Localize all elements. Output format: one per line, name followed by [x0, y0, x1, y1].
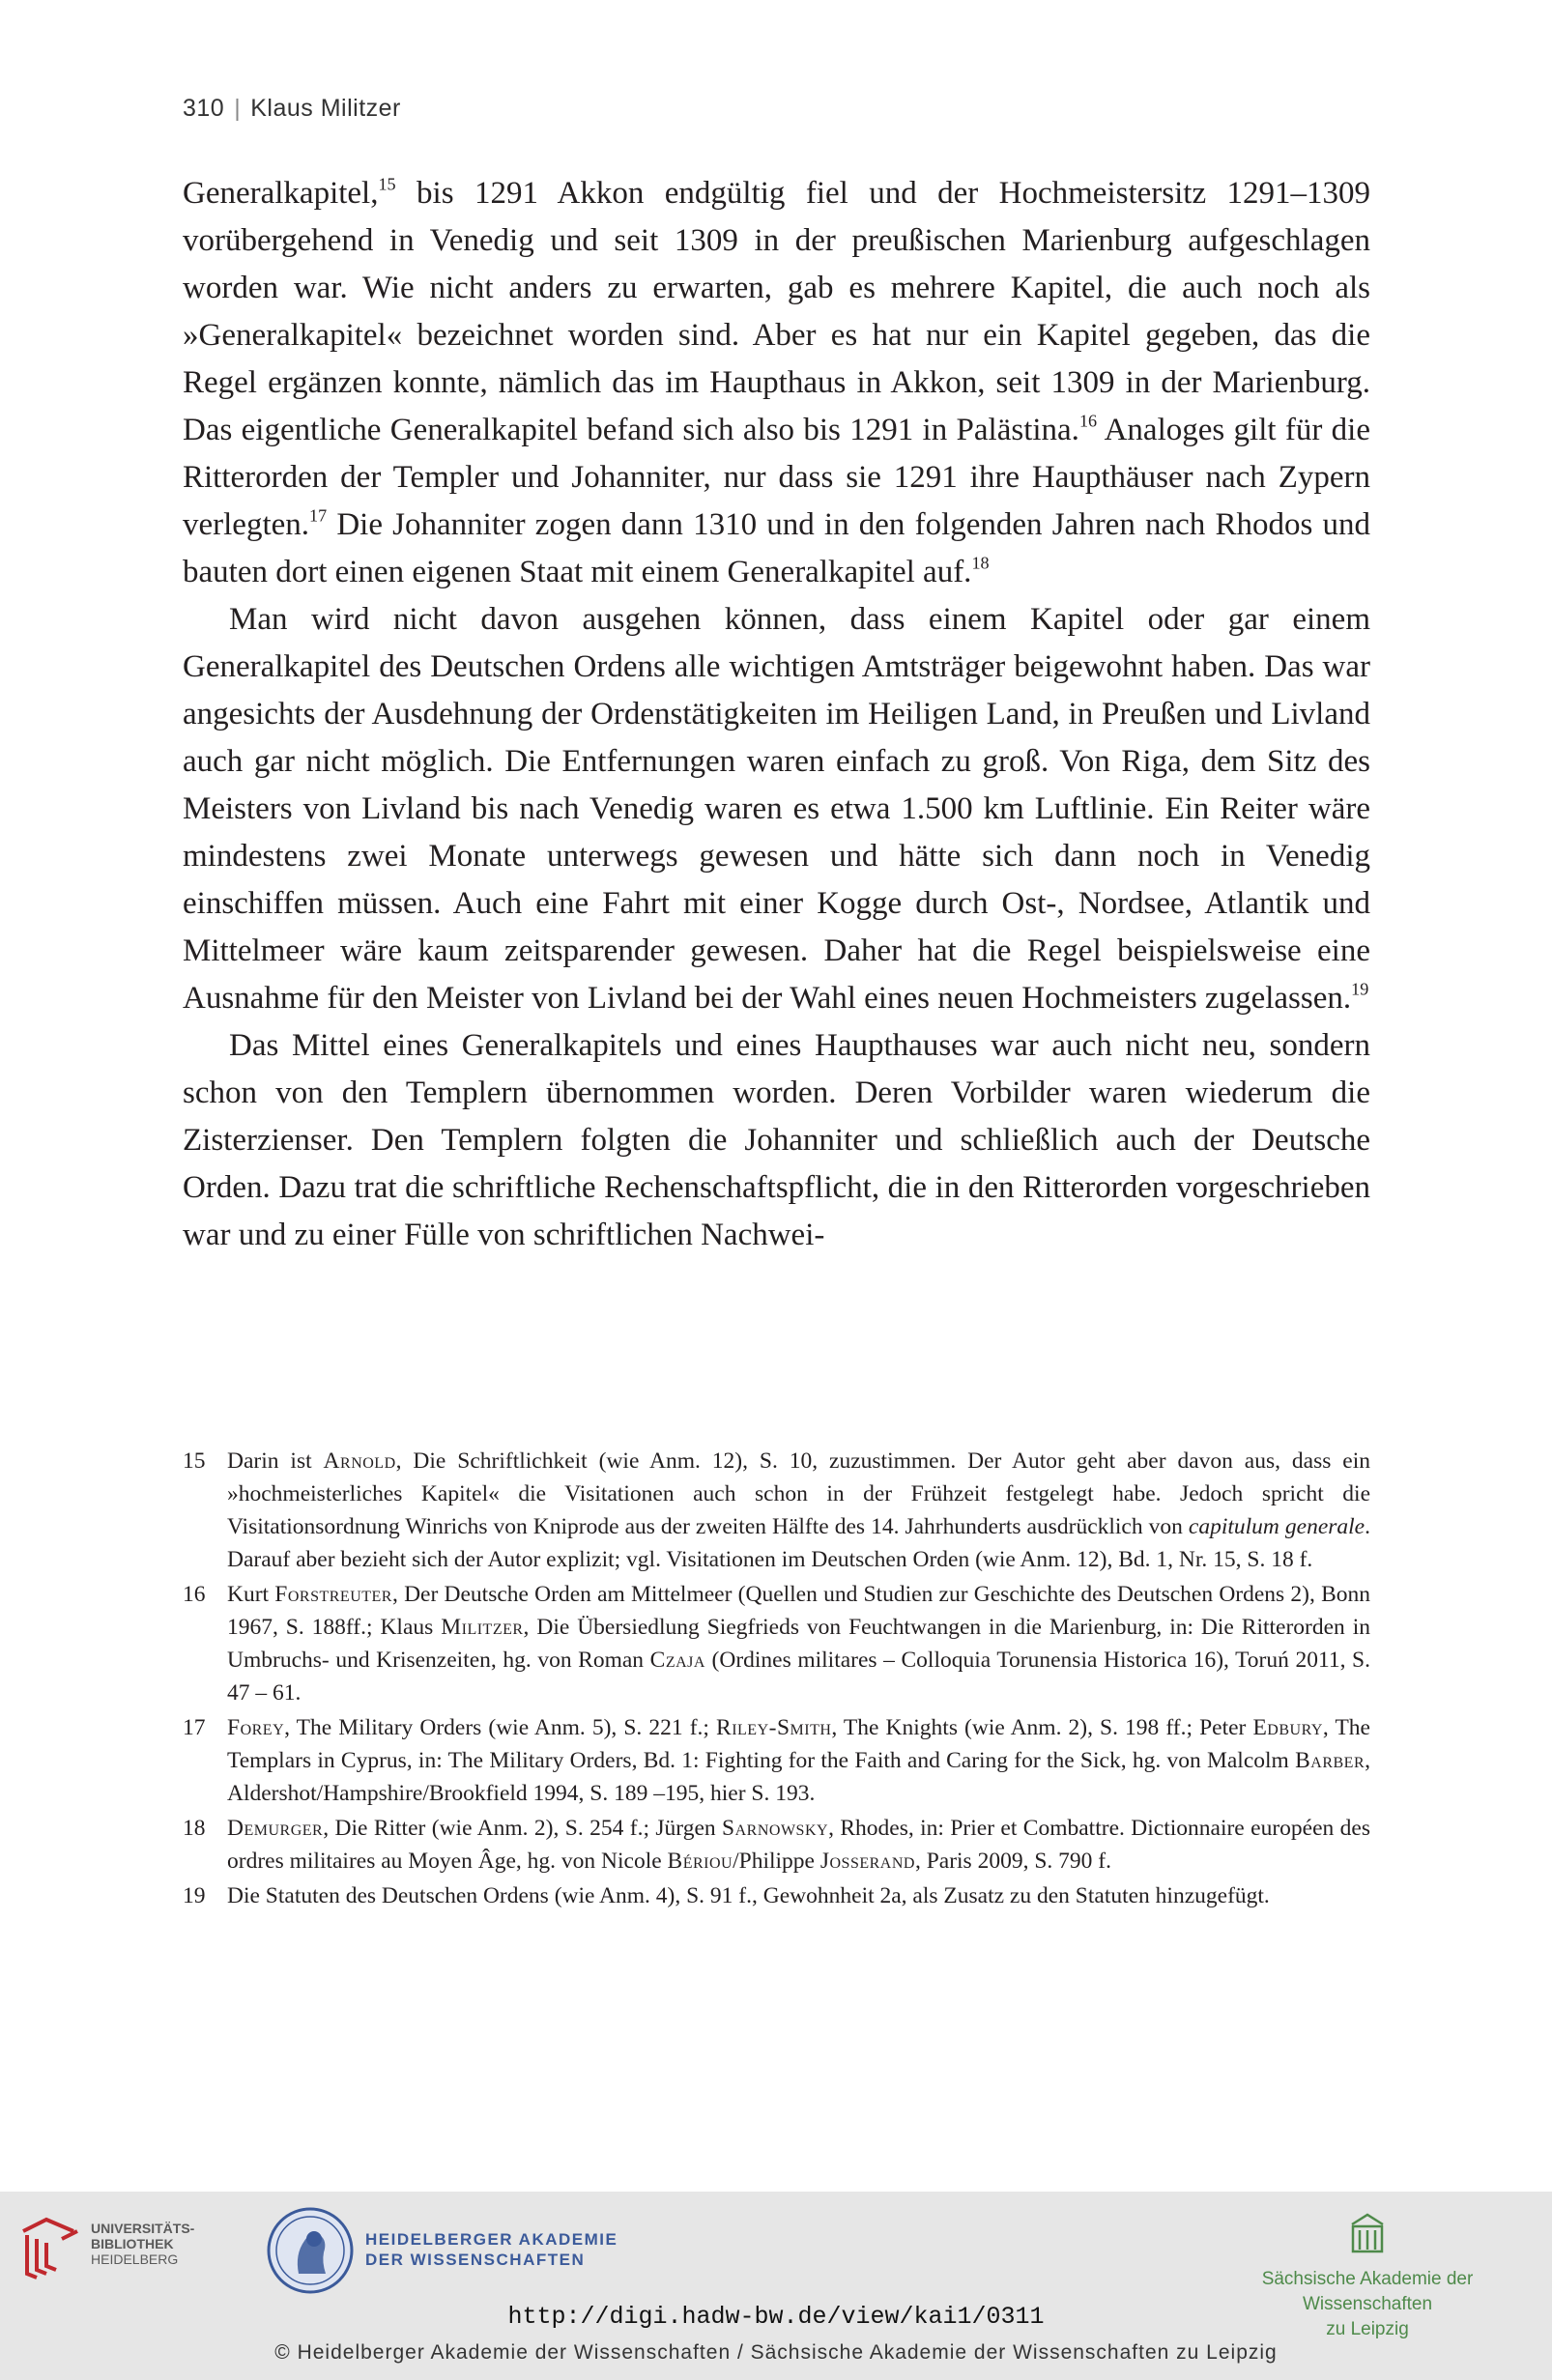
paragraph-3: Das Mittel eines Generalkapitels und eines Haupthauses war auch nicht neu, sondern schon von den Templern übernommen worden. Deren Vorbilder waren wiederum die Zisterzienser. Den Templern folgten die Johanniter und schließlich auch der Deutsche Orden. Dazu trat die schriftliche Rechenschaftspflicht, die in den Ritterorden vorgeschrieben war und zu einer Fülle von schriftlichen Nachwei-	[183, 1028, 1370, 1252]
paragraph-1: Generalkapitel,$^{15}$ bis 1291 Akkon endgültig fiel und der Hochmeistersitz 1291–1309 vorübergehend in Venedig und seit 1309 in der preußischen Marienburg aufgeschlagen worden war. Wie nicht anders zu erwarten, gab es mehrere Kapitel, die auch noch als »Generalkapitel« bezeichnet worden sind. Aber es hat nur ein Kapitel gegeben, das die Regel ergänzen konnte, nämlich das im Haupthaus in Akkon, seit 1309 in der Marienburg. Das eigentliche Generalkapitel befand sich also bis 1291 in Palästina.$^{16}$ Analoges gilt für die Ritterorden der Templer und Johanniter, nur dass sie 1291 ihre Haupthäuser nach Zypern verlegten.$^{17}$ Die Johanniter zogen dann 1310 und in den folgenden Jahren nach Rhodos und bauten dort einen eigenen Staat mit einem Generalkapitel auf.$^{18}$	[183, 174, 1371, 589]
paragraph-2: Man wird nicht davon ausgehen können, dass einem Kapitel oder gar einem Generalkapitel des Deutschen Ordens alle wichtigen Amtsträger beigewohnt haben. Das war angesichts der Ausdehnung der Ordenstätigkeiten im Heiligen Land, in Preußen und Livland auch gar nicht möglich. Die Entfernungen waren einfach zu groß. Von Riga, dem Sitz des Meisters von Livland bis nach Venedig waren es etwa 1.500 km Luftlinie. Ein Reiter wäre mindestens zwei Monate unterwegs gewesen und hätte sich dann noch in Venedig einschiffen müssen. Auch eine Fahrt mit einer Kogge durch Ost-, Nordsee, Atlantik und Mittelmeer wäre kaum zeitsparender gewesen. Daher hat die Regel beispielsweise eine Ausnahme für den Meister von Livland bei der Wahl eines neuen Hochmeisters zugelassen.$^{19}$	[183, 602, 1370, 1016]
footnotes	[183, 1445, 1370, 1914]
footnote-text: Die Statuten des Deutschen Ordens (wie Anm. 4), S. 91 f., Gewohnheit 2a, als Zusatz zu den Statuten hinzugefügt.	[227, 1883, 1270, 1908]
footnote-number: 17	[183, 1715, 206, 1740]
saw-building-icon[interactable]	[1348, 2211, 1387, 2255]
footnote-text: Forey, The Military Orders (wie Anm. 5), S. 221 f.; Riley-Smith, The Knights (wie Anm. 2), S. 198 ff.; Peter Edbury, The Templars in Cyprus, in: The Military Orders, Bd. 1: Fighting for the Faith and Caring for the Sick, hg. von Malcolm Barber, Aldershot/Hampshire/Brookfield 1994, S. 189 –195, hier S. 193.	[227, 1715, 1370, 1806]
page-number: 310	[183, 95, 225, 122]
footnote-text: Darin ist Arnold, Die Schriftlichkeit (wie Anm. 12), S. 10, zuzustimmen. Der Autor geht aber davon aus, dass ein »hochmeisterliches Kapitel« die Visitationen auch schon in der Frühzeit festgelegt habe. Jedoch spricht die Visitationsordnung Winrichs von Kniprode aus der zweiten Hälfte des 14. Jahrhunderts ausdrücklich von capitulum generale. Darauf aber bezieht sich der Autor explizit; vgl. Visitationen im Deutschen Orden (wie Anm. 12), Bd. 1, Nr. 15, S. 18 f.	[227, 1448, 1370, 1572]
saw-label: Sächsische Akademie der Wissenschaften zu Leipzig	[1261, 2269, 1474, 2339]
footnote-text: Kurt Forstreuter, Der Deutsche Orden am Mittelmeer (Quellen und Studien zur Geschichte des Deutschen Ordens 2), Bonn 1967, S. 188ff.; Klaus Militzer, Die Übersiedlung Siegfrieds von Feuchtwangen in die Marienburg, in: Die Ritterorden in Umbruchs- und Krisenzeiten, hg. von Roman Czaja (Ordines militares – Colloquia Torunensia Historica 16), Toruń 2011, S. 47 – 61.	[227, 1582, 1370, 1706]
permalink-url[interactable]: http://digi.hadw-bw.de/view/kai1/0311	[507, 2303, 1045, 2331]
footnote-ref-19[interactable]: 19	[1351, 979, 1369, 999]
footnote-ref-18[interactable]: 18	[971, 553, 990, 573]
main-text	[183, 170, 1370, 1259]
header-separator: |	[234, 95, 242, 122]
footnote-16	[183, 1578, 1370, 1709]
footnote-18	[183, 1812, 1370, 1878]
footnote-number: 18	[183, 1816, 206, 1841]
copyright-notice: © Heidelberger Akademie der Wissenschaften / Sächsische Akademie der Wissenschaften zu Leipzig	[274, 2341, 1278, 2364]
footnote-text: Demurger, Die Ritter (wie Anm. 2), S. 254 f.; Jürgen Sarnowsky, Rhodes, in: Prier et Combattre. Dictionnaire européen des ordres militaires au Moyen Âge, hg. von Nicole Bériou/Philippe Josserand, Paris 2009, S. 790 f.	[227, 1816, 1370, 1874]
running-header	[183, 95, 401, 123]
footnote-19	[183, 1879, 1370, 1912]
footnote-number: 19	[183, 1883, 206, 1908]
footnote-17	[183, 1711, 1370, 1810]
footnote-ref-15[interactable]: 15	[378, 174, 396, 194]
footnote-15	[183, 1445, 1370, 1576]
footnote-ref-16[interactable]: 16	[1078, 411, 1098, 431]
footnote-number: 15	[183, 1448, 206, 1474]
hadw-label: HEIDELBERGER AKADEMIE DER WISSENSCHAFTEN	[365, 2230, 618, 2269]
ub-heidelberg-label: UNIVERSITÄTS- BIBLIOTHEK HEIDELBERG	[91, 2221, 195, 2267]
header-author: Klaus Militzer	[250, 95, 401, 122]
footnote-ref-17[interactable]: 17	[309, 505, 328, 526]
hadw-seal-icon[interactable]	[266, 2206, 355, 2295]
footnote-number: 16	[183, 1582, 206, 1607]
